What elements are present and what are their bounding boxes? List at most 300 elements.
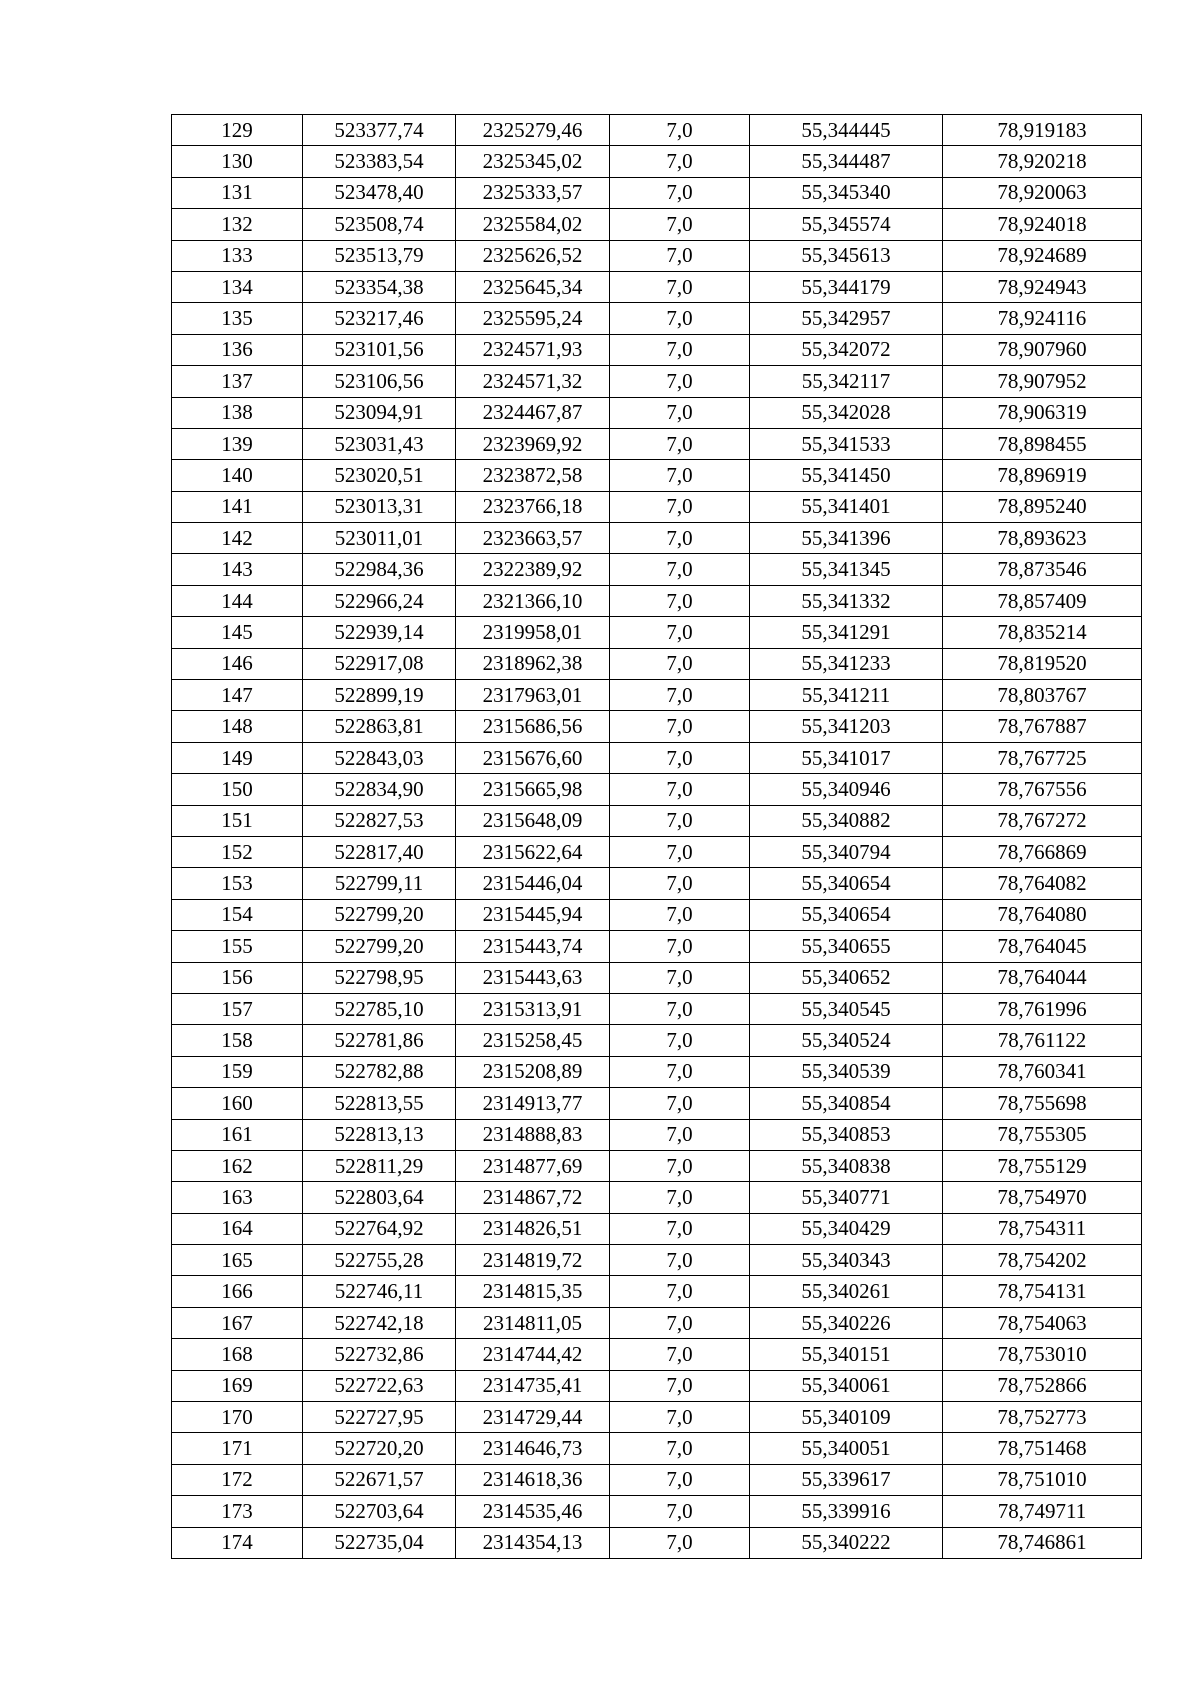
- table-row: [172, 805, 1142, 836]
- latitude-cell: 55,340261: [750, 1276, 943, 1307]
- value-cell: 7,0: [610, 1339, 750, 1370]
- point-number-cell: 165: [172, 1245, 303, 1276]
- latitude-cell: 55,340226: [750, 1307, 943, 1338]
- x-coordinate-cell: 522799,20: [303, 931, 456, 962]
- longitude-cell: 78,924116: [943, 303, 1142, 334]
- x-coordinate-cell: 522803,64: [303, 1182, 456, 1213]
- longitude-cell: 78,746861: [943, 1527, 1142, 1558]
- table-row: [172, 1245, 1142, 1276]
- longitude-cell: 78,919183: [943, 115, 1142, 146]
- x-coordinate-cell: 523478,40: [303, 177, 456, 208]
- latitude-cell: 55,342028: [750, 397, 943, 428]
- y-coordinate-cell: 2314646,73: [456, 1433, 610, 1464]
- longitude-cell: 78,835214: [943, 617, 1142, 648]
- point-number-cell: 154: [172, 899, 303, 930]
- longitude-cell: 78,766869: [943, 836, 1142, 867]
- point-number-cell: 150: [172, 774, 303, 805]
- value-cell: 7,0: [610, 899, 750, 930]
- y-coordinate-cell: 2315446,04: [456, 868, 610, 899]
- latitude-cell: 55,341291: [750, 617, 943, 648]
- y-coordinate-cell: 2314618,36: [456, 1464, 610, 1495]
- table-row: [172, 1433, 1142, 1464]
- value-cell: 7,0: [610, 680, 750, 711]
- table-row: [172, 680, 1142, 711]
- latitude-cell: 55,340654: [750, 899, 943, 930]
- value-cell: 7,0: [610, 1182, 750, 1213]
- point-number-cell: 140: [172, 460, 303, 491]
- point-number-cell: 141: [172, 491, 303, 522]
- value-cell: 7,0: [610, 397, 750, 428]
- point-number-cell: 149: [172, 742, 303, 773]
- table-row: [172, 931, 1142, 962]
- point-number-cell: 161: [172, 1119, 303, 1150]
- point-number-cell: 134: [172, 271, 303, 302]
- point-number-cell: 136: [172, 334, 303, 365]
- latitude-cell: 55,341533: [750, 428, 943, 459]
- coordinates-table: [171, 114, 1142, 1559]
- latitude-cell: 55,340222: [750, 1527, 943, 1558]
- value-cell: 7,0: [610, 1527, 750, 1558]
- longitude-cell: 78,924689: [943, 240, 1142, 271]
- x-coordinate-cell: 522785,10: [303, 993, 456, 1024]
- x-coordinate-cell: 522703,64: [303, 1496, 456, 1527]
- y-coordinate-cell: 2315686,56: [456, 711, 610, 742]
- longitude-cell: 78,749711: [943, 1496, 1142, 1527]
- point-number-cell: 144: [172, 585, 303, 616]
- latitude-cell: 55,345613: [750, 240, 943, 271]
- x-coordinate-cell: 523106,56: [303, 366, 456, 397]
- table-row: [172, 1276, 1142, 1307]
- table-row: [172, 617, 1142, 648]
- y-coordinate-cell: 2325333,57: [456, 177, 610, 208]
- x-coordinate-cell: 523013,31: [303, 491, 456, 522]
- x-coordinate-cell: 522813,55: [303, 1088, 456, 1119]
- table-row: [172, 334, 1142, 365]
- value-cell: 7,0: [610, 460, 750, 491]
- longitude-cell: 78,761122: [943, 1025, 1142, 1056]
- latitude-cell: 55,342072: [750, 334, 943, 365]
- x-coordinate-cell: 522798,95: [303, 962, 456, 993]
- y-coordinate-cell: 2325645,34: [456, 271, 610, 302]
- latitude-cell: 55,340151: [750, 1339, 943, 1370]
- y-coordinate-cell: 2325626,52: [456, 240, 610, 271]
- table-row: [172, 1464, 1142, 1495]
- x-coordinate-cell: 522834,90: [303, 774, 456, 805]
- value-cell: 7,0: [610, 1433, 750, 1464]
- x-coordinate-cell: 522781,86: [303, 1025, 456, 1056]
- point-number-cell: 151: [172, 805, 303, 836]
- longitude-cell: 78,924943: [943, 271, 1142, 302]
- longitude-cell: 78,819520: [943, 648, 1142, 679]
- y-coordinate-cell: 2314535,46: [456, 1496, 610, 1527]
- longitude-cell: 78,752866: [943, 1370, 1142, 1401]
- value-cell: 7,0: [610, 334, 750, 365]
- point-number-cell: 172: [172, 1464, 303, 1495]
- table-row: [172, 491, 1142, 522]
- table-row: [172, 303, 1142, 334]
- value-cell: 7,0: [610, 648, 750, 679]
- x-coordinate-cell: 522727,95: [303, 1402, 456, 1433]
- value-cell: 7,0: [610, 271, 750, 302]
- value-cell: 7,0: [610, 1088, 750, 1119]
- table-row: [172, 868, 1142, 899]
- value-cell: 7,0: [610, 585, 750, 616]
- point-number-cell: 166: [172, 1276, 303, 1307]
- value-cell: 7,0: [610, 428, 750, 459]
- table-row: [172, 146, 1142, 177]
- point-number-cell: 162: [172, 1150, 303, 1181]
- table-row: [172, 240, 1142, 271]
- table-row: [172, 836, 1142, 867]
- y-coordinate-cell: 2321366,10: [456, 585, 610, 616]
- x-coordinate-cell: 522817,40: [303, 836, 456, 867]
- longitude-cell: 78,752773: [943, 1402, 1142, 1433]
- x-coordinate-cell: 522813,13: [303, 1119, 456, 1150]
- longitude-cell: 78,754311: [943, 1213, 1142, 1244]
- longitude-cell: 78,803767: [943, 680, 1142, 711]
- point-number-cell: 152: [172, 836, 303, 867]
- point-number-cell: 173: [172, 1496, 303, 1527]
- point-number-cell: 138: [172, 397, 303, 428]
- longitude-cell: 78,755129: [943, 1150, 1142, 1181]
- point-number-cell: 142: [172, 523, 303, 554]
- value-cell: 7,0: [610, 209, 750, 240]
- value-cell: 7,0: [610, 1276, 750, 1307]
- latitude-cell: 55,340654: [750, 868, 943, 899]
- longitude-cell: 78,767272: [943, 805, 1142, 836]
- value-cell: 7,0: [610, 1245, 750, 1276]
- y-coordinate-cell: 2323872,58: [456, 460, 610, 491]
- x-coordinate-cell: 522671,57: [303, 1464, 456, 1495]
- y-coordinate-cell: 2323663,57: [456, 523, 610, 554]
- point-number-cell: 148: [172, 711, 303, 742]
- latitude-cell: 55,341332: [750, 585, 943, 616]
- value-cell: 7,0: [610, 1056, 750, 1087]
- point-number-cell: 170: [172, 1402, 303, 1433]
- x-coordinate-cell: 523383,54: [303, 146, 456, 177]
- longitude-cell: 78,907952: [943, 366, 1142, 397]
- table-row: [172, 209, 1142, 240]
- point-number-cell: 129: [172, 115, 303, 146]
- latitude-cell: 55,340854: [750, 1088, 943, 1119]
- longitude-cell: 78,754202: [943, 1245, 1142, 1276]
- point-number-cell: 131: [172, 177, 303, 208]
- y-coordinate-cell: 2314867,72: [456, 1182, 610, 1213]
- latitude-cell: 55,340109: [750, 1402, 943, 1433]
- latitude-cell: 55,340882: [750, 805, 943, 836]
- latitude-cell: 55,340655: [750, 931, 943, 962]
- table-row: [172, 993, 1142, 1024]
- table-row: [172, 774, 1142, 805]
- x-coordinate-cell: 522939,14: [303, 617, 456, 648]
- y-coordinate-cell: 2315443,63: [456, 962, 610, 993]
- longitude-cell: 78,920218: [943, 146, 1142, 177]
- x-coordinate-cell: 522899,19: [303, 680, 456, 711]
- latitude-cell: 55,344179: [750, 271, 943, 302]
- longitude-cell: 78,754063: [943, 1307, 1142, 1338]
- latitude-cell: 55,341345: [750, 554, 943, 585]
- table-row: [172, 1182, 1142, 1213]
- longitude-cell: 78,767725: [943, 742, 1142, 773]
- longitude-cell: 78,873546: [943, 554, 1142, 585]
- point-number-cell: 143: [172, 554, 303, 585]
- y-coordinate-cell: 2315622,64: [456, 836, 610, 867]
- value-cell: 7,0: [610, 523, 750, 554]
- value-cell: 7,0: [610, 303, 750, 334]
- y-coordinate-cell: 2315445,94: [456, 899, 610, 930]
- point-number-cell: 174: [172, 1527, 303, 1558]
- x-coordinate-cell: 522917,08: [303, 648, 456, 679]
- y-coordinate-cell: 2324571,93: [456, 334, 610, 365]
- x-coordinate-cell: 522811,29: [303, 1150, 456, 1181]
- latitude-cell: 55,340545: [750, 993, 943, 1024]
- point-number-cell: 168: [172, 1339, 303, 1370]
- y-coordinate-cell: 2314744,42: [456, 1339, 610, 1370]
- point-number-cell: 146: [172, 648, 303, 679]
- value-cell: 7,0: [610, 366, 750, 397]
- x-coordinate-cell: 522799,11: [303, 868, 456, 899]
- x-coordinate-cell: 523508,74: [303, 209, 456, 240]
- value-cell: 7,0: [610, 993, 750, 1024]
- x-coordinate-cell: 522863,81: [303, 711, 456, 742]
- table-row: [172, 523, 1142, 554]
- y-coordinate-cell: 2314729,44: [456, 1402, 610, 1433]
- longitude-cell: 78,906319: [943, 397, 1142, 428]
- point-number-cell: 145: [172, 617, 303, 648]
- longitude-cell: 78,754131: [943, 1276, 1142, 1307]
- point-number-cell: 156: [172, 962, 303, 993]
- value-cell: 7,0: [610, 146, 750, 177]
- latitude-cell: 55,340429: [750, 1213, 943, 1244]
- y-coordinate-cell: 2314819,72: [456, 1245, 610, 1276]
- latitude-cell: 55,341450: [750, 460, 943, 491]
- latitude-cell: 55,340771: [750, 1182, 943, 1213]
- latitude-cell: 55,340853: [750, 1119, 943, 1150]
- table-row: [172, 177, 1142, 208]
- point-number-cell: 132: [172, 209, 303, 240]
- x-coordinate-cell: 522746,11: [303, 1276, 456, 1307]
- point-number-cell: 139: [172, 428, 303, 459]
- point-number-cell: 164: [172, 1213, 303, 1244]
- latitude-cell: 55,341203: [750, 711, 943, 742]
- latitude-cell: 55,340343: [750, 1245, 943, 1276]
- table-row: [172, 1056, 1142, 1087]
- value-cell: 7,0: [610, 1464, 750, 1495]
- y-coordinate-cell: 2314877,69: [456, 1150, 610, 1181]
- longitude-cell: 78,760341: [943, 1056, 1142, 1087]
- value-cell: 7,0: [610, 1119, 750, 1150]
- table-row: [172, 554, 1142, 585]
- y-coordinate-cell: 2322389,92: [456, 554, 610, 585]
- y-coordinate-cell: 2315665,98: [456, 774, 610, 805]
- x-coordinate-cell: 522782,88: [303, 1056, 456, 1087]
- x-coordinate-cell: 523101,56: [303, 334, 456, 365]
- value-cell: 7,0: [610, 1025, 750, 1056]
- table-row: [172, 271, 1142, 302]
- y-coordinate-cell: 2323969,92: [456, 428, 610, 459]
- y-coordinate-cell: 2319958,01: [456, 617, 610, 648]
- y-coordinate-cell: 2314811,05: [456, 1307, 610, 1338]
- longitude-cell: 78,764045: [943, 931, 1142, 962]
- latitude-cell: 55,340061: [750, 1370, 943, 1401]
- longitude-cell: 78,907960: [943, 334, 1142, 365]
- point-number-cell: 158: [172, 1025, 303, 1056]
- point-number-cell: 130: [172, 146, 303, 177]
- point-number-cell: 160: [172, 1088, 303, 1119]
- table-row: [172, 962, 1142, 993]
- point-number-cell: 153: [172, 868, 303, 899]
- longitude-cell: 78,754970: [943, 1182, 1142, 1213]
- table-row: [172, 1025, 1142, 1056]
- value-cell: 7,0: [610, 836, 750, 867]
- x-coordinate-cell: 523217,46: [303, 303, 456, 334]
- point-number-cell: 157: [172, 993, 303, 1024]
- latitude-cell: 55,339617: [750, 1464, 943, 1495]
- table-row: [172, 1307, 1142, 1338]
- point-number-cell: 163: [172, 1182, 303, 1213]
- longitude-cell: 78,751468: [943, 1433, 1142, 1464]
- table-row: [172, 648, 1142, 679]
- y-coordinate-cell: 2317963,01: [456, 680, 610, 711]
- x-coordinate-cell: 522755,28: [303, 1245, 456, 1276]
- x-coordinate-cell: 522799,20: [303, 899, 456, 930]
- longitude-cell: 78,751010: [943, 1464, 1142, 1495]
- table-row: [172, 1370, 1142, 1401]
- latitude-cell: 55,345340: [750, 177, 943, 208]
- latitude-cell: 55,340539: [750, 1056, 943, 1087]
- table-row: [172, 397, 1142, 428]
- y-coordinate-cell: 2314354,13: [456, 1527, 610, 1558]
- longitude-cell: 78,761996: [943, 993, 1142, 1024]
- value-cell: 7,0: [610, 774, 750, 805]
- latitude-cell: 55,344487: [750, 146, 943, 177]
- x-coordinate-cell: 523020,51: [303, 460, 456, 491]
- latitude-cell: 55,340946: [750, 774, 943, 805]
- table-row: [172, 1527, 1142, 1558]
- latitude-cell: 55,344445: [750, 115, 943, 146]
- latitude-cell: 55,342117: [750, 366, 943, 397]
- point-number-cell: 169: [172, 1370, 303, 1401]
- x-coordinate-cell: 522742,18: [303, 1307, 456, 1338]
- longitude-cell: 78,755698: [943, 1088, 1142, 1119]
- table-row: [172, 1119, 1142, 1150]
- longitude-cell: 78,924018: [943, 209, 1142, 240]
- value-cell: 7,0: [610, 491, 750, 522]
- table-row: [172, 711, 1142, 742]
- value-cell: 7,0: [610, 962, 750, 993]
- y-coordinate-cell: 2318962,38: [456, 648, 610, 679]
- longitude-cell: 78,764080: [943, 899, 1142, 930]
- value-cell: 7,0: [610, 1496, 750, 1527]
- value-cell: 7,0: [610, 1370, 750, 1401]
- y-coordinate-cell: 2324571,32: [456, 366, 610, 397]
- table-row: [172, 1339, 1142, 1370]
- point-number-cell: 167: [172, 1307, 303, 1338]
- coordinates-table-body: [172, 115, 1142, 1559]
- y-coordinate-cell: 2325584,02: [456, 209, 610, 240]
- x-coordinate-cell: 523354,38: [303, 271, 456, 302]
- x-coordinate-cell: 522966,24: [303, 585, 456, 616]
- point-number-cell: 137: [172, 366, 303, 397]
- x-coordinate-cell: 522843,03: [303, 742, 456, 773]
- y-coordinate-cell: 2314888,83: [456, 1119, 610, 1150]
- value-cell: 7,0: [610, 1307, 750, 1338]
- value-cell: 7,0: [610, 711, 750, 742]
- y-coordinate-cell: 2315443,74: [456, 931, 610, 962]
- y-coordinate-cell: 2315208,89: [456, 1056, 610, 1087]
- latitude-cell: 55,345574: [750, 209, 943, 240]
- point-number-cell: 133: [172, 240, 303, 271]
- point-number-cell: 159: [172, 1056, 303, 1087]
- latitude-cell: 55,341401: [750, 491, 943, 522]
- table-row: [172, 1150, 1142, 1181]
- table-row: [172, 115, 1142, 146]
- y-coordinate-cell: 2323766,18: [456, 491, 610, 522]
- latitude-cell: 55,341396: [750, 523, 943, 554]
- table-row: [172, 1088, 1142, 1119]
- y-coordinate-cell: 2314815,35: [456, 1276, 610, 1307]
- y-coordinate-cell: 2314826,51: [456, 1213, 610, 1244]
- y-coordinate-cell: 2315676,60: [456, 742, 610, 773]
- value-cell: 7,0: [610, 115, 750, 146]
- latitude-cell: 55,340524: [750, 1025, 943, 1056]
- table-row: [172, 899, 1142, 930]
- point-number-cell: 155: [172, 931, 303, 962]
- y-coordinate-cell: 2315313,91: [456, 993, 610, 1024]
- latitude-cell: 55,342957: [750, 303, 943, 334]
- longitude-cell: 78,898455: [943, 428, 1142, 459]
- value-cell: 7,0: [610, 1213, 750, 1244]
- latitude-cell: 55,341017: [750, 742, 943, 773]
- point-number-cell: 135: [172, 303, 303, 334]
- value-cell: 7,0: [610, 554, 750, 585]
- y-coordinate-cell: 2325279,46: [456, 115, 610, 146]
- longitude-cell: 78,895240: [943, 491, 1142, 522]
- latitude-cell: 55,339916: [750, 1496, 943, 1527]
- point-number-cell: 147: [172, 680, 303, 711]
- value-cell: 7,0: [610, 742, 750, 773]
- x-coordinate-cell: 523031,43: [303, 428, 456, 459]
- longitude-cell: 78,896919: [943, 460, 1142, 491]
- longitude-cell: 78,920063: [943, 177, 1142, 208]
- latitude-cell: 55,340051: [750, 1433, 943, 1464]
- value-cell: 7,0: [610, 868, 750, 899]
- y-coordinate-cell: 2325345,02: [456, 146, 610, 177]
- value-cell: 7,0: [610, 240, 750, 271]
- x-coordinate-cell: 522827,53: [303, 805, 456, 836]
- latitude-cell: 55,341233: [750, 648, 943, 679]
- value-cell: 7,0: [610, 1402, 750, 1433]
- longitude-cell: 78,893623: [943, 523, 1142, 554]
- longitude-cell: 78,764044: [943, 962, 1142, 993]
- x-coordinate-cell: 523513,79: [303, 240, 456, 271]
- longitude-cell: 78,764082: [943, 868, 1142, 899]
- longitude-cell: 78,767556: [943, 774, 1142, 805]
- latitude-cell: 55,340652: [750, 962, 943, 993]
- x-coordinate-cell: 522984,36: [303, 554, 456, 585]
- x-coordinate-cell: 522720,20: [303, 1433, 456, 1464]
- x-coordinate-cell: 522764,92: [303, 1213, 456, 1244]
- y-coordinate-cell: 2315648,09: [456, 805, 610, 836]
- longitude-cell: 78,767887: [943, 711, 1142, 742]
- latitude-cell: 55,341211: [750, 680, 943, 711]
- table-row: [172, 1213, 1142, 1244]
- table-row: [172, 742, 1142, 773]
- value-cell: 7,0: [610, 805, 750, 836]
- x-coordinate-cell: 523377,74: [303, 115, 456, 146]
- longitude-cell: 78,857409: [943, 585, 1142, 616]
- y-coordinate-cell: 2324467,87: [456, 397, 610, 428]
